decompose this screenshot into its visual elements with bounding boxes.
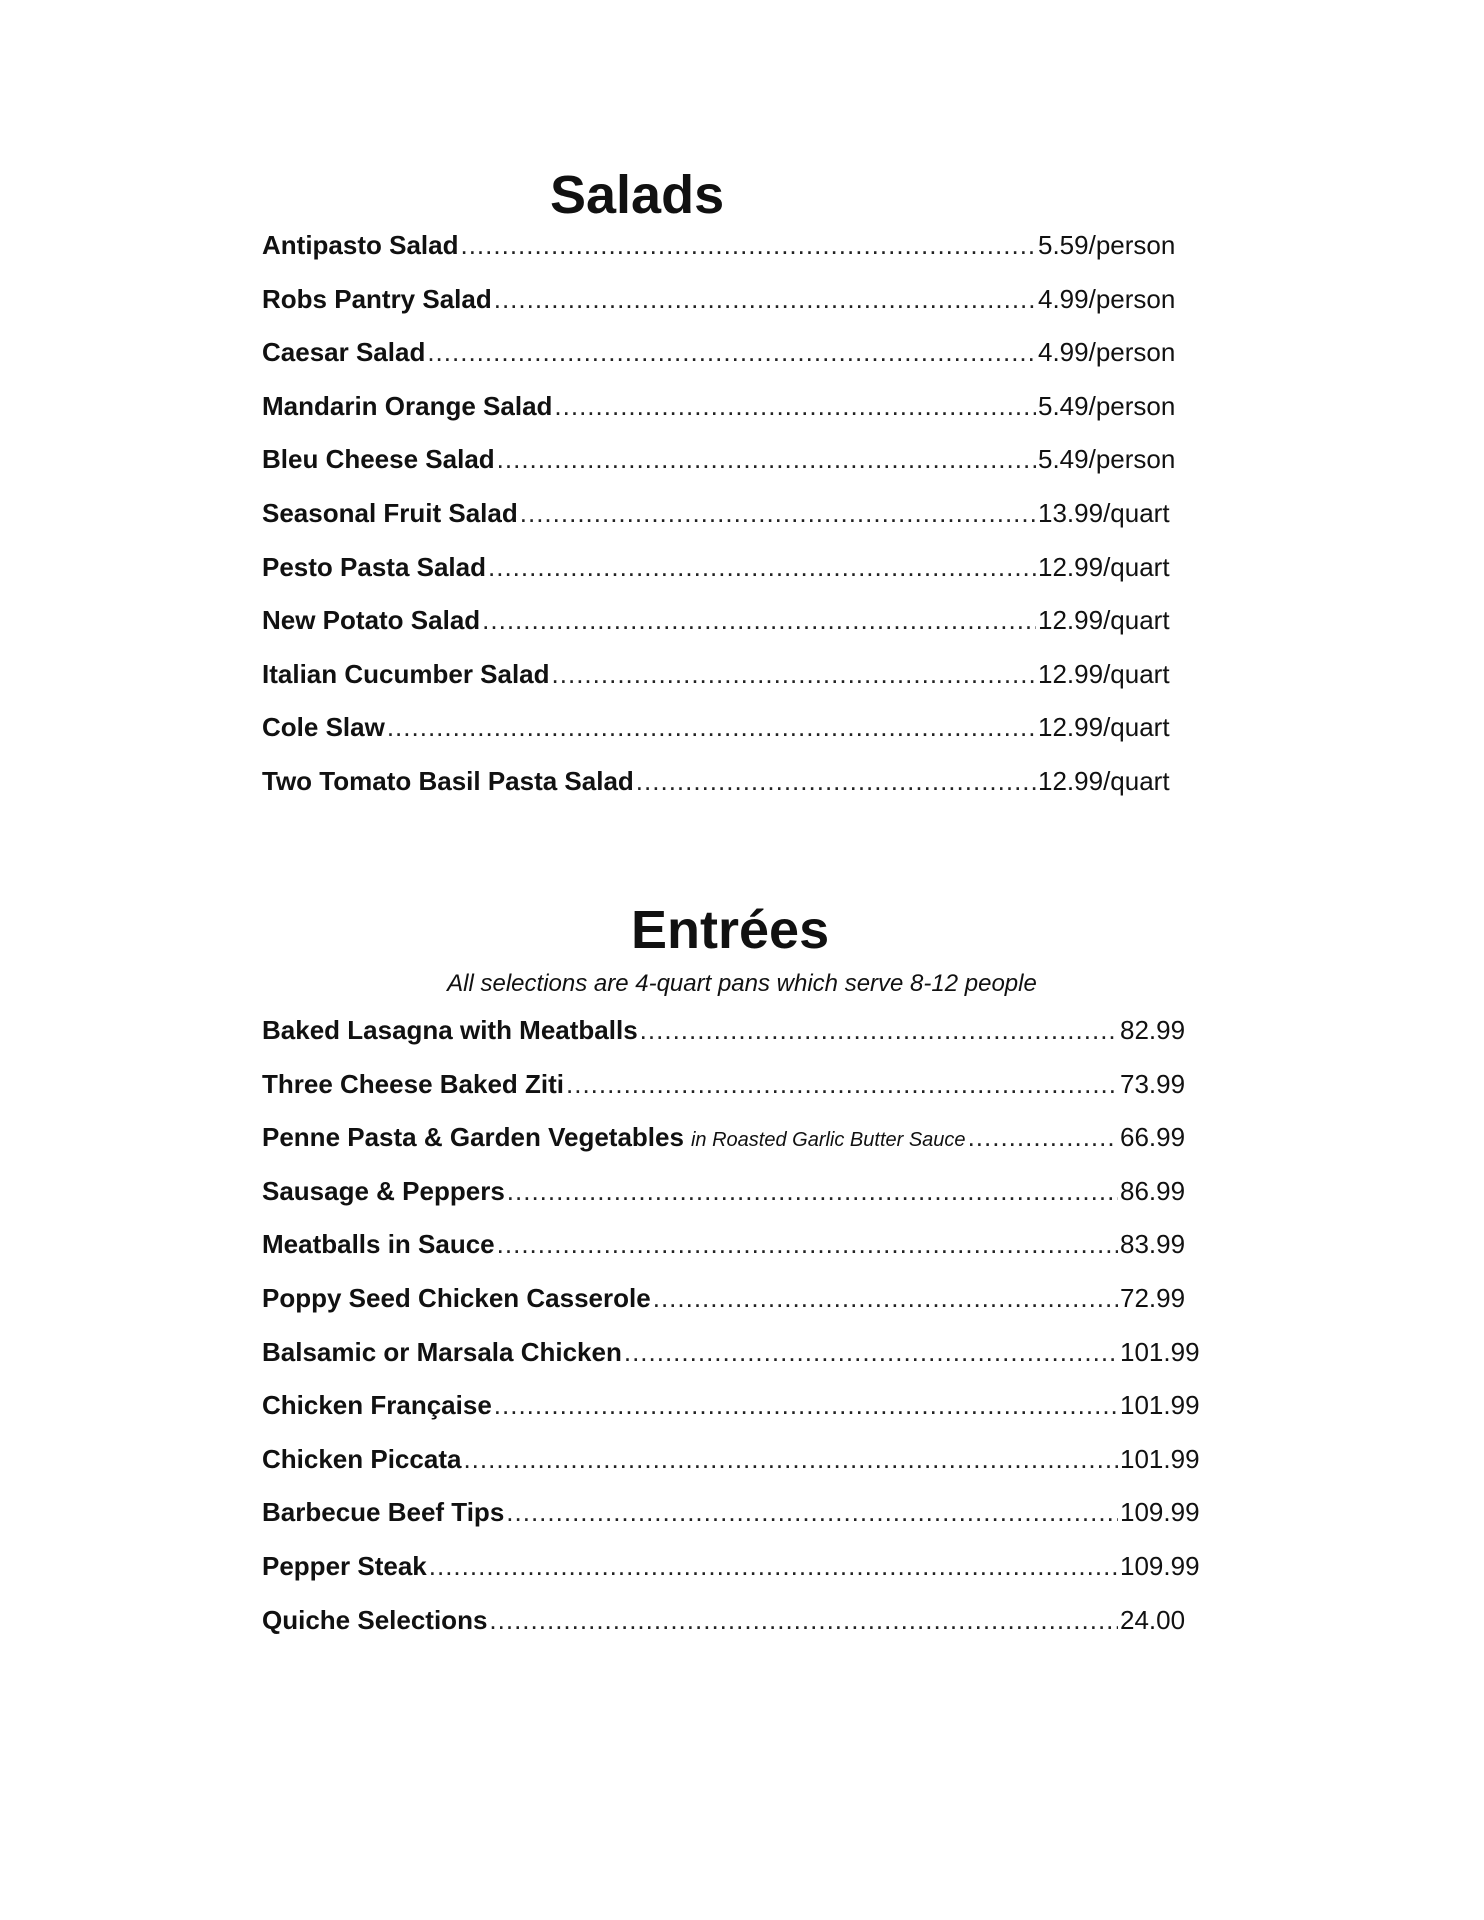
- salad-menu-item: [262, 391, 1198, 445]
- entree-menu-item: [262, 1122, 1200, 1176]
- item-price: 83.99: [1120, 1229, 1186, 1260]
- dot-leader: [640, 1015, 1118, 1046]
- item-price: 12.99/quart: [1038, 765, 1170, 796]
- salad-menu-item: [262, 659, 1198, 713]
- salad-menu-item: [262, 337, 1198, 391]
- dot-leader: [488, 552, 1036, 583]
- entree-menu-item: [262, 1390, 1200, 1444]
- item-name: Mandarin Orange Salad: [262, 390, 553, 421]
- entrees-list: [262, 1015, 1200, 1658]
- entrees-heading: Entrées: [631, 900, 830, 960]
- item-name: Cole Slaw: [262, 712, 385, 743]
- entree-menu-item: [262, 1497, 1200, 1551]
- dot-leader: [497, 444, 1036, 475]
- item-name: Pesto Pasta Salad: [262, 551, 486, 582]
- item-name: Quiche Selections: [262, 1604, 488, 1635]
- dot-leader: [460, 230, 1036, 261]
- item-name: Antipasto Salad: [262, 230, 459, 260]
- item-price: 101.99: [1120, 1390, 1200, 1421]
- item-price: 5.59/person: [1038, 230, 1176, 260]
- dot-leader: [506, 1497, 1118, 1528]
- dot-leader: [429, 1551, 1118, 1582]
- item-name: Seasonal Fruit Salad: [262, 497, 518, 528]
- item-name: Sausage & Peppers: [262, 1175, 505, 1206]
- item-price: 66.99: [1120, 1122, 1186, 1153]
- entree-menu-item: [262, 1069, 1200, 1123]
- salad-menu-item: [262, 444, 1198, 498]
- entree-menu-item: [262, 1015, 1200, 1069]
- dot-leader: [494, 284, 1036, 315]
- item-name: Meatballs in Sauce: [262, 1229, 495, 1260]
- item-price: 109.99: [1120, 1497, 1200, 1528]
- item-note: in Roasted Garlic Butter Sauce: [690, 1129, 966, 1152]
- entree-menu-item: [262, 1283, 1200, 1337]
- dot-leader: [653, 1283, 1118, 1314]
- salad-menu-item: [262, 498, 1198, 552]
- dot-leader: [624, 1337, 1118, 1368]
- item-name: Robs Pantry Salad: [262, 283, 492, 314]
- item-name: New Potato Salad: [262, 605, 481, 636]
- entree-menu-item: [262, 1605, 1200, 1659]
- item-price: 73.99: [1120, 1068, 1186, 1099]
- salads-heading: Salads: [550, 165, 725, 225]
- entree-menu-item: [262, 1444, 1200, 1498]
- dot-leader: [427, 337, 1036, 368]
- item-price: 12.99/quart: [1038, 712, 1170, 743]
- entrees-subtitle: All selections are 4-quart pans which serve 8-12 people: [447, 970, 1037, 997]
- salads-list: [262, 230, 1198, 820]
- dot-leader: [489, 1605, 1118, 1636]
- item-price: 5.49/person: [1038, 390, 1176, 421]
- item-name: Two Tomato Basil Pasta Salad: [262, 765, 634, 796]
- item-name: Poppy Seed Chicken Casserole: [262, 1282, 651, 1313]
- dot-leader: [494, 1390, 1118, 1421]
- item-price: 13.99/quart: [1038, 497, 1170, 528]
- item-price: 82.99: [1120, 1015, 1186, 1045]
- dot-leader: [482, 605, 1036, 636]
- item-price: 109.99: [1120, 1550, 1200, 1581]
- item-price: 24.00: [1120, 1604, 1186, 1635]
- salad-menu-item: [262, 766, 1198, 820]
- item-name: Pepper Steak: [262, 1550, 427, 1581]
- item-price: 101.99: [1120, 1443, 1200, 1474]
- dot-leader: [552, 659, 1036, 690]
- item-name: Caesar Salad: [262, 337, 426, 368]
- salad-menu-item: [262, 605, 1198, 659]
- item-price: 4.99/person: [1038, 337, 1176, 368]
- item-price: 72.99: [1120, 1282, 1186, 1313]
- item-price: 4.99/person: [1038, 283, 1176, 314]
- item-price: 101.99: [1120, 1336, 1200, 1367]
- item-name: Chicken Piccata: [262, 1443, 462, 1474]
- item-name: Baked Lasagna with Meatballs: [262, 1015, 638, 1045]
- dot-leader: [554, 391, 1036, 422]
- item-name: Barbecue Beef Tips: [262, 1497, 505, 1528]
- dot-leader: [497, 1229, 1118, 1260]
- item-name: Penne Pasta & Garden Vegetables: [262, 1122, 684, 1153]
- entree-menu-item: [262, 1176, 1200, 1230]
- entree-menu-item: [262, 1551, 1200, 1605]
- item-name: Italian Cucumber Salad: [262, 658, 550, 689]
- salad-menu-item: [262, 284, 1198, 338]
- item-name: Bleu Cheese Salad: [262, 444, 495, 475]
- item-name: Chicken Française: [262, 1390, 492, 1421]
- dot-leader: [387, 712, 1036, 743]
- item-price: 12.99/quart: [1038, 551, 1170, 582]
- item-price: 5.49/person: [1038, 444, 1176, 475]
- item-name: Balsamic or Marsala Chicken: [262, 1336, 622, 1367]
- item-price: 12.99/quart: [1038, 605, 1170, 636]
- item-name: Three Cheese Baked Ziti: [262, 1068, 564, 1099]
- entree-menu-item: [262, 1229, 1200, 1283]
- entree-menu-item: [262, 1337, 1200, 1391]
- salad-menu-item: [262, 712, 1198, 766]
- item-price: 12.99/quart: [1038, 658, 1170, 689]
- dot-leader: [520, 498, 1036, 529]
- salad-menu-item: [262, 230, 1198, 284]
- dot-leader: [507, 1176, 1118, 1207]
- dot-leader: [463, 1444, 1118, 1475]
- dot-leader: [566, 1069, 1118, 1100]
- item-price: 86.99: [1120, 1175, 1186, 1206]
- dot-leader: [636, 766, 1036, 797]
- dot-leader: [968, 1122, 1118, 1153]
- salad-menu-item: [262, 552, 1198, 606]
